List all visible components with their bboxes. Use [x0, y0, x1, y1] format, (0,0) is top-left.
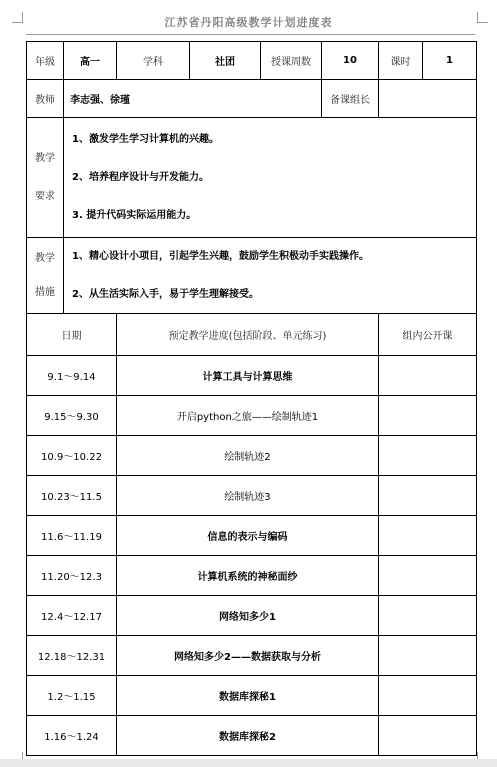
schedule-content: 数据库探秘2 — [117, 716, 379, 756]
schedule-content: 计算工具与计算思维 — [117, 356, 379, 396]
measures-row — [27, 238, 477, 314]
header-progress: 预定教学进度(包括阶段、单元练习) — [117, 314, 379, 356]
schedule-content: 绘制轨迹2 — [117, 436, 379, 476]
requirements-label-line1: 教学 — [35, 152, 55, 164]
schedule-content: 数据库探秘1 — [117, 676, 379, 716]
schedule-row — [27, 476, 477, 516]
schedule-row — [27, 596, 477, 636]
info-row — [27, 42, 477, 80]
schedule-open-class — [379, 436, 477, 476]
schedule-open-class — [379, 356, 477, 396]
schedule-open-class — [379, 476, 477, 516]
schedule-content: 开启python之旅——绘制轨迹1 — [117, 396, 379, 436]
measure-item: 2、从生活实际入手，易于学生理解接受。 — [72, 289, 259, 300]
page-bottom-margin — [0, 759, 497, 767]
schedule-date: 9.15～9.30 — [27, 396, 117, 436]
schedule-date: 1.2～1.15 — [27, 676, 117, 716]
weeks-value: 10 — [322, 42, 379, 80]
group-leader-value — [379, 80, 477, 118]
requirements-label — [27, 118, 64, 238]
schedule-date: 11.20～12.3 — [27, 556, 117, 596]
schedule-content: 绘制轨迹3 — [117, 476, 379, 516]
schedule-content: 计算机系统的神秘面纱 — [117, 556, 379, 596]
schedule-open-class — [379, 556, 477, 596]
subject-value: 社团 — [190, 42, 261, 80]
requirements-row — [27, 118, 477, 238]
schedule-row — [27, 556, 477, 596]
measures-label — [27, 238, 64, 314]
schedule-date: 1.16～1.24 — [27, 716, 117, 756]
schedule-date: 12.4～12.17 — [27, 596, 117, 636]
schedule-open-class — [379, 396, 477, 436]
schedule-date: 11.6～11.19 — [27, 516, 117, 556]
schedule-open-class — [379, 596, 477, 636]
schedule-date: 9.1～9.14 — [27, 356, 117, 396]
schedule-row — [27, 516, 477, 556]
hours-value: 1 — [423, 42, 477, 80]
schedule-row — [27, 716, 477, 756]
teacher-row — [27, 80, 477, 118]
title-rule — [26, 34, 475, 35]
requirement-item: 2、培养程序设计与开发能力。 — [72, 172, 209, 183]
schedule-row — [27, 396, 477, 436]
schedule-open-class — [379, 676, 477, 716]
schedule-content: 信息的表示与编码 — [117, 516, 379, 556]
schedule-row — [27, 436, 477, 476]
schedule-date: 10.23～11.5 — [27, 476, 117, 516]
plan-table — [26, 41, 477, 756]
document-title: 江苏省丹阳高级教学计划进度表 — [164, 16, 333, 29]
teacher-label: 教师 — [27, 80, 64, 118]
measures-label-line2: 措施 — [35, 286, 55, 298]
schedule-content: 网络知多少2——数据获取与分析 — [117, 636, 379, 676]
schedule-row — [27, 356, 477, 396]
header-date: 日期 — [27, 314, 117, 356]
weeks-label: 授课周数 — [261, 42, 322, 80]
schedule-row — [27, 676, 477, 716]
header-open-class: 组内公开课 — [379, 314, 477, 356]
requirement-item: 3. 提升代码实际运用能力。 — [72, 210, 197, 221]
grade-value: 高一 — [64, 42, 117, 80]
measure-item: 1、精心设计小项目，引起学生兴趣，鼓励学生积极动手实践操作。 — [72, 251, 369, 262]
group-leader-label: 备课组长 — [322, 80, 379, 118]
requirements-content — [64, 118, 477, 238]
requirement-item: 1、激发学生学习计算机的兴趣。 — [72, 134, 219, 145]
schedule-header-row — [27, 314, 477, 356]
schedule-row — [27, 636, 477, 676]
grade-label: 年级 — [27, 42, 64, 80]
requirements-label-line2: 要求 — [35, 190, 55, 202]
schedule-date: 10.9～10.22 — [27, 436, 117, 476]
schedule-open-class — [379, 516, 477, 556]
teacher-value: 李志强、徐瑾 — [64, 80, 322, 118]
subject-label: 学科 — [117, 42, 190, 80]
schedule-open-class — [379, 716, 477, 756]
measures-label-line1: 教学 — [35, 252, 55, 264]
schedule-date: 12.18～12.31 — [27, 636, 117, 676]
hours-label: 课时 — [379, 42, 423, 80]
schedule-open-class — [379, 636, 477, 676]
schedule-content: 网络知多少1 — [117, 596, 379, 636]
measures-content — [64, 238, 477, 314]
